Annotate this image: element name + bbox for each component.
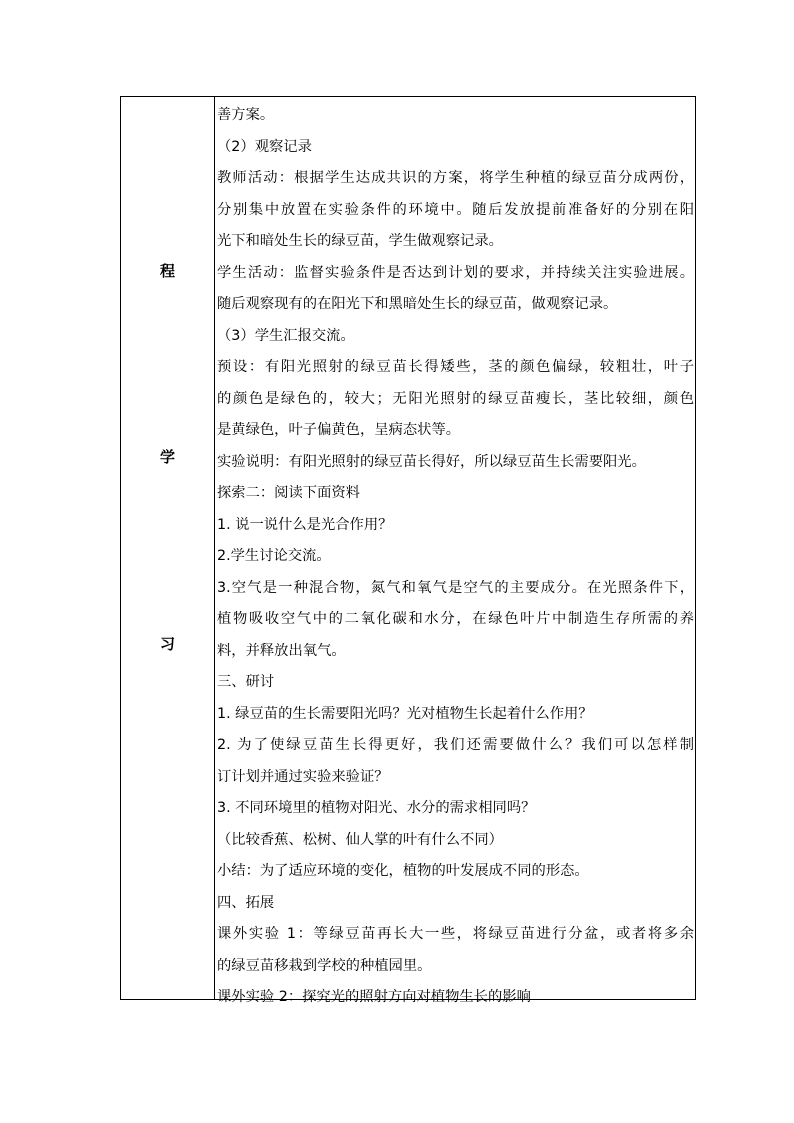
text-line: 1. 绿豆苗的生长需要阳光吗？光对植物生长起着什么作用？	[217, 705, 593, 722]
text-line: 学生活动：监督实验条件是否达到计划的要求，并持续关注实验进展。	[217, 264, 694, 281]
text-line: 探索二：阅读下面资料	[217, 485, 360, 501]
text-line: 3. 不同环境里的植物对阳光、水分的需求相同吗？	[217, 800, 536, 816]
text-line: 植物吸收空气中的二氧化碳和水分，在绿色叶片中制造生存所需的养	[217, 611, 694, 627]
text-line: 实验说明：有阳光照射的绿豆苗长得好，所以绿豆苗生长需要阳光。	[217, 453, 646, 470]
section-label-column	[121, 97, 215, 999]
content-column	[216, 100, 696, 1014]
text-line: 的绿豆苗移栽到学校的种植园里。	[217, 957, 432, 974]
text-line: 1. 说一说什么是光合作用？	[217, 516, 393, 533]
text-line: 的颜色是绿色的，较大；无阳光照射的绿豆苗瘦长，茎比较细，颜色	[217, 390, 694, 407]
text-line: 预设：有阳光照射的绿豆苗长得矮些，茎的颜色偏绿，较粗壮，叶子	[217, 359, 694, 375]
text-line: （3）学生汇报交流。	[217, 327, 355, 344]
text-line: 教师活动：根据学生达成共识的方案，将学生种植的绿豆苗分成两份，	[217, 170, 694, 186]
text-line: （2）观察记录	[217, 138, 312, 155]
text-line: 光下和暗处生长的绿豆苗，学生做观察记录。	[217, 233, 503, 249]
text-line: 四、拓展	[217, 894, 275, 911]
text-line: 分别集中放置在实验条件的环境中。随后发放提前准备好的分别在阳	[217, 201, 694, 218]
side-label-xi: 习	[159, 635, 175, 653]
side-label-xue: 学	[159, 448, 175, 466]
side-label-cheng: 程	[159, 262, 175, 280]
text-line: 3.空气是一种混合物，氮气和氧气是空气的主要成分。在光照条件下，	[217, 579, 694, 596]
text-line: 2.学生讨论交流。	[217, 548, 331, 564]
text-line: 善方案。	[217, 107, 275, 123]
text-line: 课外实验 2：探究光的照射方向对植物生长的影响	[217, 989, 531, 1005]
text-line: （比较香蕉、松树、仙人掌的叶有什么不同）	[217, 831, 503, 848]
lesson-table	[120, 96, 696, 1005]
text-line: 2. 为了使绿豆苗生长得更好，我们还需要做什么？我们可以怎样制	[217, 737, 694, 753]
text-line: 料，并释放出氧气。	[217, 642, 346, 659]
text-line: 是黄绿色，叶子偏黄色，呈病态状等。	[217, 422, 461, 438]
text-line: 课外实验 1：等绿豆苗再长大一些，将绿豆苗进行分盆，或者将多余	[217, 926, 694, 942]
text-line: 小结：为了适应环境的变化，植物的叶发展成不同的形态。	[217, 863, 589, 879]
text-line: 订计划并通过实验来验证？	[217, 768, 389, 785]
text-line: 随后观察现有的在阳光下和黑暗处生长的绿豆苗，做观察记录。	[217, 296, 618, 312]
text-line: 三、研讨	[217, 674, 275, 690]
